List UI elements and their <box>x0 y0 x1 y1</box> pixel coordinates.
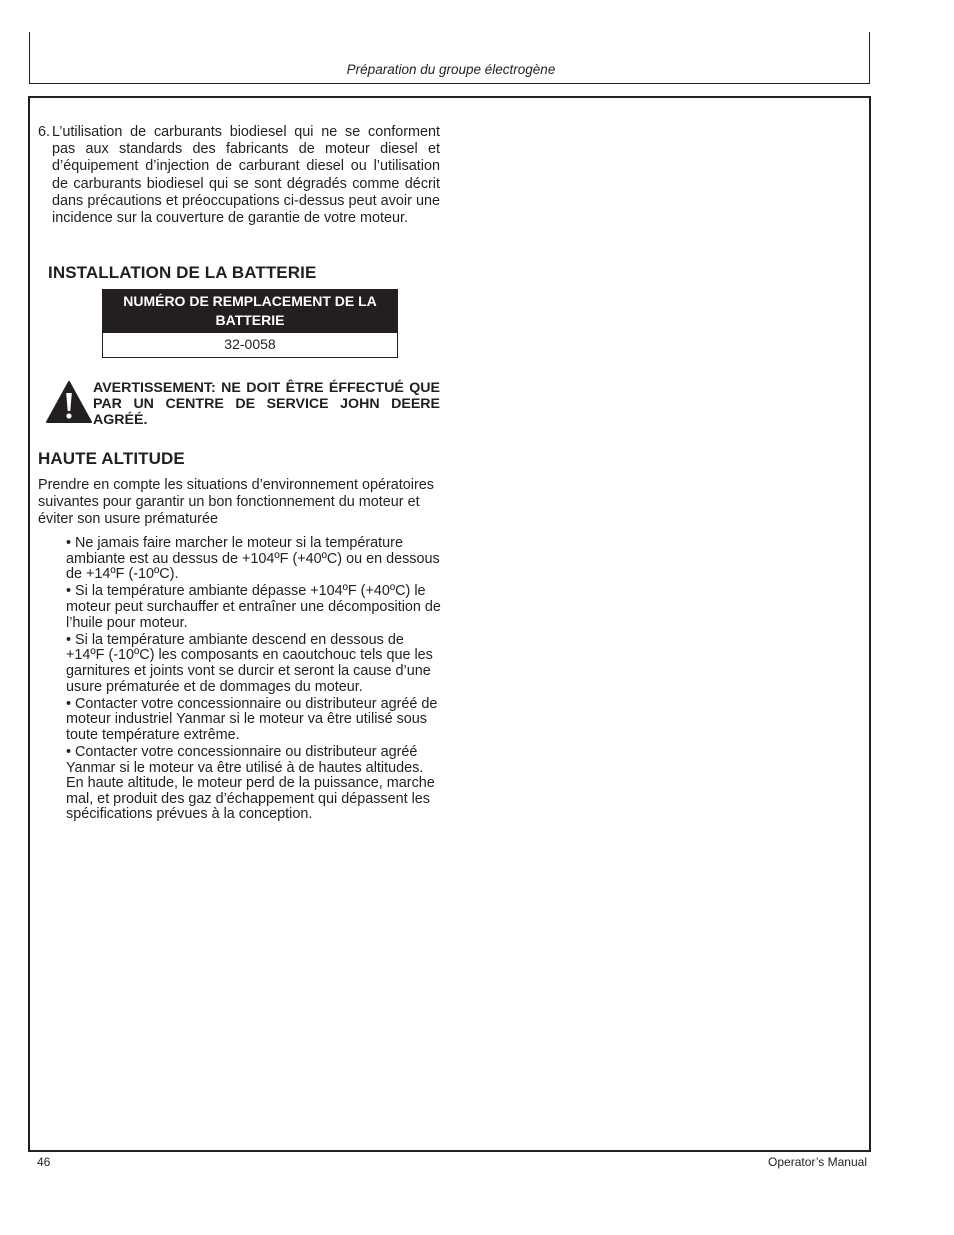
list-item: • Si la température ambiante dépasse +104ºF (+40ºC) le moteur peut surchauffer et entraîner une décomposition de l’huile pour moteur. <box>66 583 441 631</box>
item-6 <box>38 124 440 227</box>
item-6-text: L’utilisation de carburants biodiesel qui ne se conforment pas aux standards des fabricants de moteur diesel et d’équipement d’injection de carburant diesel ou l’utilisation de carburants biodiesel qui se sont dégradés comme décrit dans précautions et préoccupations ci-dessus peut avoir une incidence sur la couverture de garantie de votre moteur. <box>52 124 440 227</box>
battery-part-number: 32-0058 <box>224 336 276 352</box>
warning-triangle-icon <box>45 380 93 424</box>
warning-text: AVERTISSEMENT: NE DOIT ÊTRE ÉFFECTUÉ QUE PAR UN CENTRE DE SERVICE JOHN DEERE AGRÉÉ. <box>93 380 440 428</box>
battery-table-header: NUMÉRO DE REMPLACEMENT DE LA BATTERIE <box>103 290 398 334</box>
altitude-heading: HAUTE ALTITUDE <box>38 449 185 468</box>
manual-title: Operator’s Manual <box>768 1155 867 1169</box>
list-item: • Ne jamais faire marcher le moteur si la température ambiante est au dessus de +104ºF (+40ºC) ou en dessous de +14ºF (-10ºC). <box>66 535 440 583</box>
item-6-number: 6. <box>38 124 51 140</box>
battery-table <box>102 289 398 358</box>
battery-heading: INSTALLATION DE LA BATTERIE <box>48 263 317 282</box>
warning-block <box>45 380 440 428</box>
header-rule-bottom <box>29 83 870 84</box>
list-item: • Si la température ambiante descend en dessous de +14ºF (-10ºC) les composants en caoutchouc tels que les garnitures et joints vont se durcir et seront la cause d’une usure prématurée et de dommages du moteur. <box>66 631 433 695</box>
list-item: • Contacter votre concessionnaire ou distributeur agréé Yanmar si le moteur va être utilisé à de hautes altitudes. En haute altitude, le moteur perd de la puissance, marche mal, et produit des gaz d’échappement qui dépassent les spécifications prévues à la conception. <box>66 744 435 823</box>
list-item: • Contacter votre concessionnaire ou distributeur agréé de moteur industriel Yanmar si le moteur va être utilisé sous toute température extrême. <box>66 695 438 743</box>
altitude-intro: Prendre en compte les situations d’environnement opératoires suivantes pour garantir un bon fonctionnement du moteur et éviter son usure prématurée <box>38 477 434 528</box>
altitude-bullets <box>66 536 442 825</box>
page-number: 46 <box>37 1155 51 1169</box>
section-title: Préparation du groupe électrogène <box>346 62 556 77</box>
